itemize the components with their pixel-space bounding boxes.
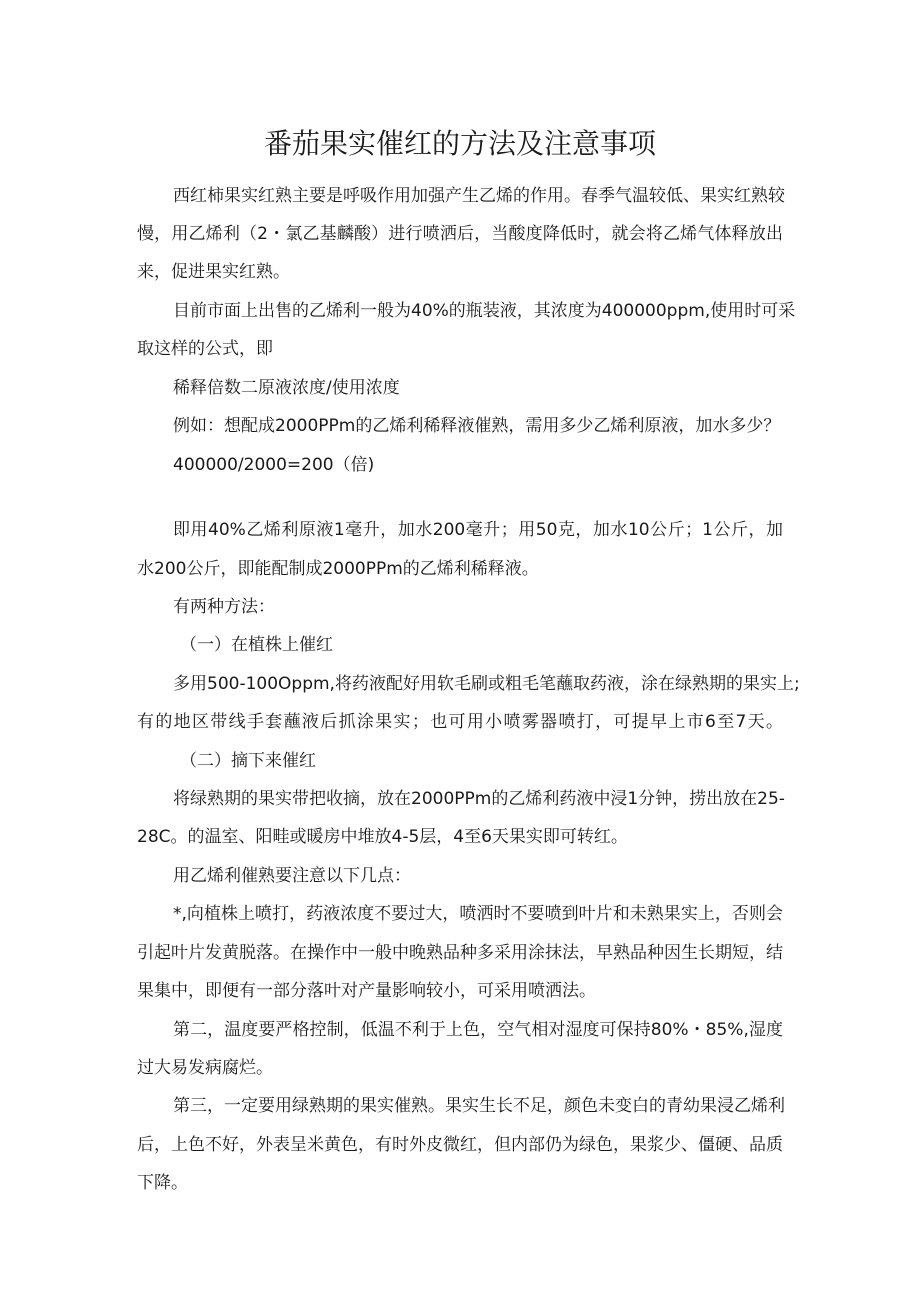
paragraph-line: 第三，一定要用绿熟期的果实催熟。果实生长不足，颜色未变白的青幼果浸乙烯利 [173,1096,785,1116]
paragraph-line: 引起叶片发黄脱落。在操作中一般中晚熟品种多采用涂抹法，早熟品种因生长期短，结 [137,943,783,963]
paragraph-line: 即用40%乙烯利原液1毫升，加水200毫升；用50克，加水10公斤；1公斤，加 [173,520,783,540]
paragraph-line: 将绿熟期的果实带把收摘，放在2000PPm的乙烯利药液中浸1分钟，捞出放在25- [173,789,785,809]
paragraph-line: 有的地区带线手套蘸液后抓涂果实；也可用小喷雾器喷打，可提早上市6至7天。 [137,712,783,732]
paragraph-line: 来，促进果实红熟。 [137,262,290,282]
formula-line: 稀释倍数二原液浓度/使用浓度 [173,378,400,398]
paragraph-line: 水200公斤，即能配制成2000PPm的乙烯利稀释液。 [137,559,539,579]
paragraph-line: 多用500-100Oppm,将药液配好用软毛刷或粗毛笔蘸取药液，涂在绿熟期的果实上; [173,674,800,694]
section-heading-1: （一）在植株上催红 [180,635,333,655]
example-line: 例如：想配成2000PPm的乙烯利稀释液催熟，需用多少乙烯利原液，加水多少？ [173,416,781,436]
paragraph-line: 过大易发病腐烂。 [137,1058,273,1078]
paragraph-line: 慢，用乙烯利（2・氯乙基麟酸）进行喷洒后，当酸度降低时，就会将乙烯气体释放出 [137,224,783,244]
paragraph-line: 目前市面上出售的乙烯利一般为40%的瓶装液，其浓度为400000ppm,使用时可采 [173,301,796,321]
section-intro: 有两种方法： [173,597,275,617]
paragraph-line: 第二，温度要严格控制，低温不利于上色，空气相对湿度可保持80%・85%,湿度 [173,1020,783,1040]
paragraph-line: 后，上色不好，外表呈米黄色，有时外皮微红，但内部仍为绿色，果浆少、僵硬、品质 [137,1135,783,1155]
paragraph-line: 果集中，即便有一部分落叶对产量影响较小，可采用喷洒法。 [137,981,596,1001]
paragraph-line: 取这样的公式，即 [137,339,273,359]
section-heading-2: （二）摘下来催红 [180,751,316,771]
paragraph-line: 下降。 [137,1173,188,1193]
calculation-line: 400000/2000=200（倍) [173,455,375,475]
page-title: 番茄果实催红的方法及注意事项 [263,127,656,160]
paragraph-line: 西红柿果实红熟主要是呼吸作用加强产生乙烯的作用。春季气温较低、果实红熟较 [173,186,785,206]
paragraph-line: 28C。的温室、阳畦或暖房中堆放4-5层，4至6天果实即可转红。 [137,827,628,847]
paragraph-line: *,向植株上喷打，药液浓度不要过大，喷洒时不要喷到叶片和未熟果实上，否则会 [173,904,783,924]
notes-intro: 用乙烯利催熟要注意以下几点： [173,866,411,886]
